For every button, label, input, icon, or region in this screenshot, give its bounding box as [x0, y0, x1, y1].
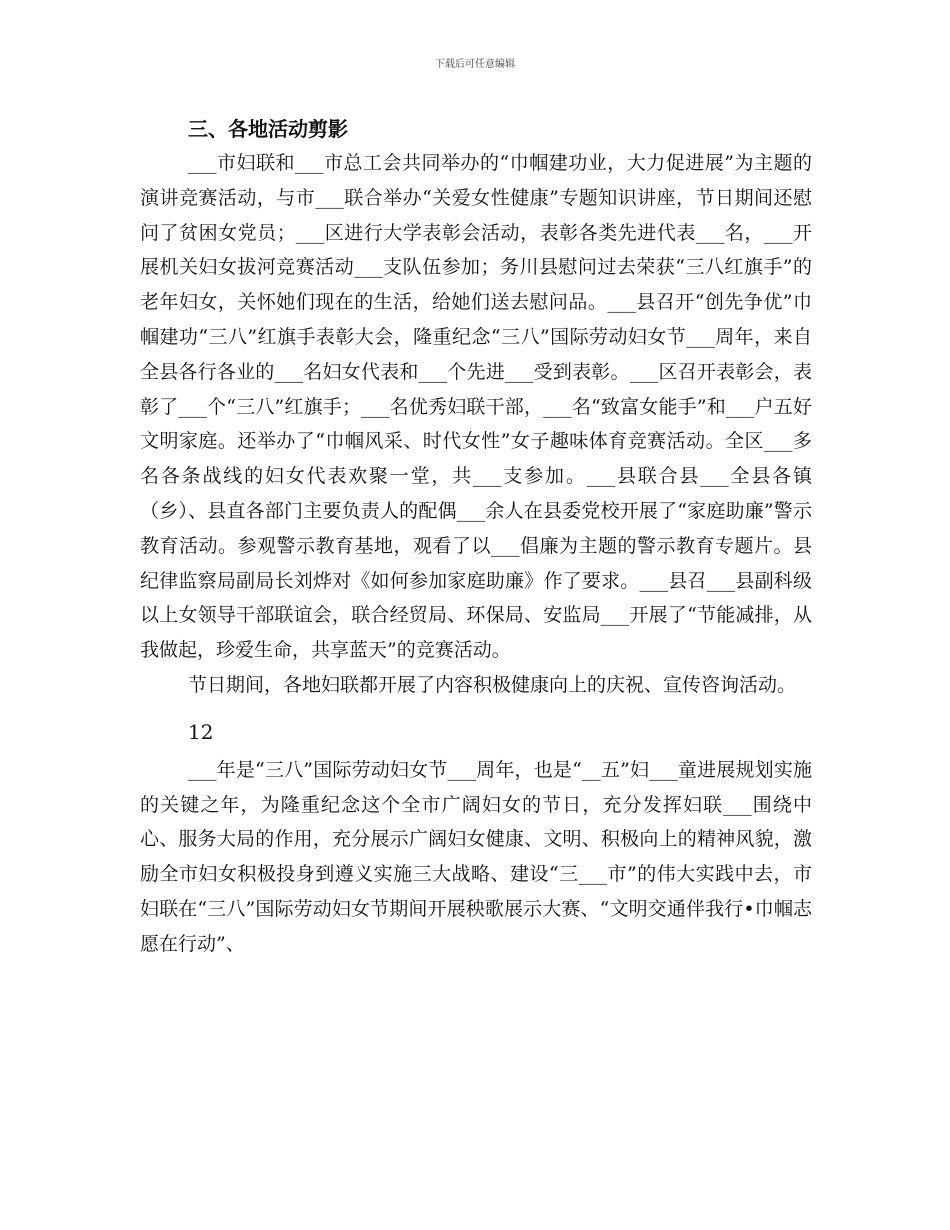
- document-body: [140, 112, 812, 962]
- paragraph-activities: ___市妇联和___市总工会共同举办的“巾帼建功业，大力促进展”为主题的演讲竞赛活动，与市___联合举办“关爱女性健康”专题知识讲座，节日期间还慰问了贫困女党员；___区进行大学表彰会活动，表彰各类先进代表___名，___开展机关妇女拔河竞赛活动___支队伍参加；务川县慰问过去荣获“三八红旗手”的老年妇女，关怀她们现在的生活，给她们送去慰问品。___县召开“创先争优”巾帼建功“三八”红旗手表彰大会，隆重纪念“三八”国际劳动妇女节___周年，来自全县各行各业的___名妇女代表和___个先进___受到表彰。___区召开表彰会，表彰了___个“三八”红旗手；___名优秀妇联干部，___名“致富女能手”和___户五好文明家庭。还举办了“巾帼风采、时代女性”女子趣味体育竞赛活动。全区___多名各条战线的妇女代表欢聚一堂，共___支参加。___县联合县___全县各镇（乡）、县直各部门主要负责人的配偶___余人在县委党校开展了“家庭助廉”警示教育活动。参观警示教育基地，观看了以___倡廉为主题的警示教育专题片。县纪律监察局副局长刘烨对《如何参加家庭助廉》作了要求。___县召___县副科级以上女领导干部联谊会，联合经贸局、环保局、安监局___开展了“节能减排，从我做起，珍爱生命，共享蓝天”的竞赛活动。: [140, 152, 812, 662]
- paragraph-anniversary: ___年是“三八”国际劳动妇女节___周年，也是“__五”妇___童进展规划实施的关键之年，为隆重纪念这个全市广阔妇女的节日，充分发挥妇联___围绕中心、服务大局的作用，充分展示广阔妇女健康、文明、积极向上的精神风貌，激励全市妇女积极投身到遵义实施三大战略、建设“三___市”的伟大实践中去，市妇联在“三八”国际劳动妇女节期间开展秧歌展示大赛、“文明交通伴我行•巾帼志愿在行动”、: [140, 758, 812, 955]
- page-header-note: 下载后可任意编辑: [435, 59, 515, 70]
- section-heading: 三、各地活动剪影: [188, 117, 348, 141]
- number-heading: 12: [188, 719, 214, 744]
- paragraph-summary: 节日期间，各地妇联都开展了内容积极健康向上的庆祝、宣传咨询活动。: [188, 673, 797, 696]
